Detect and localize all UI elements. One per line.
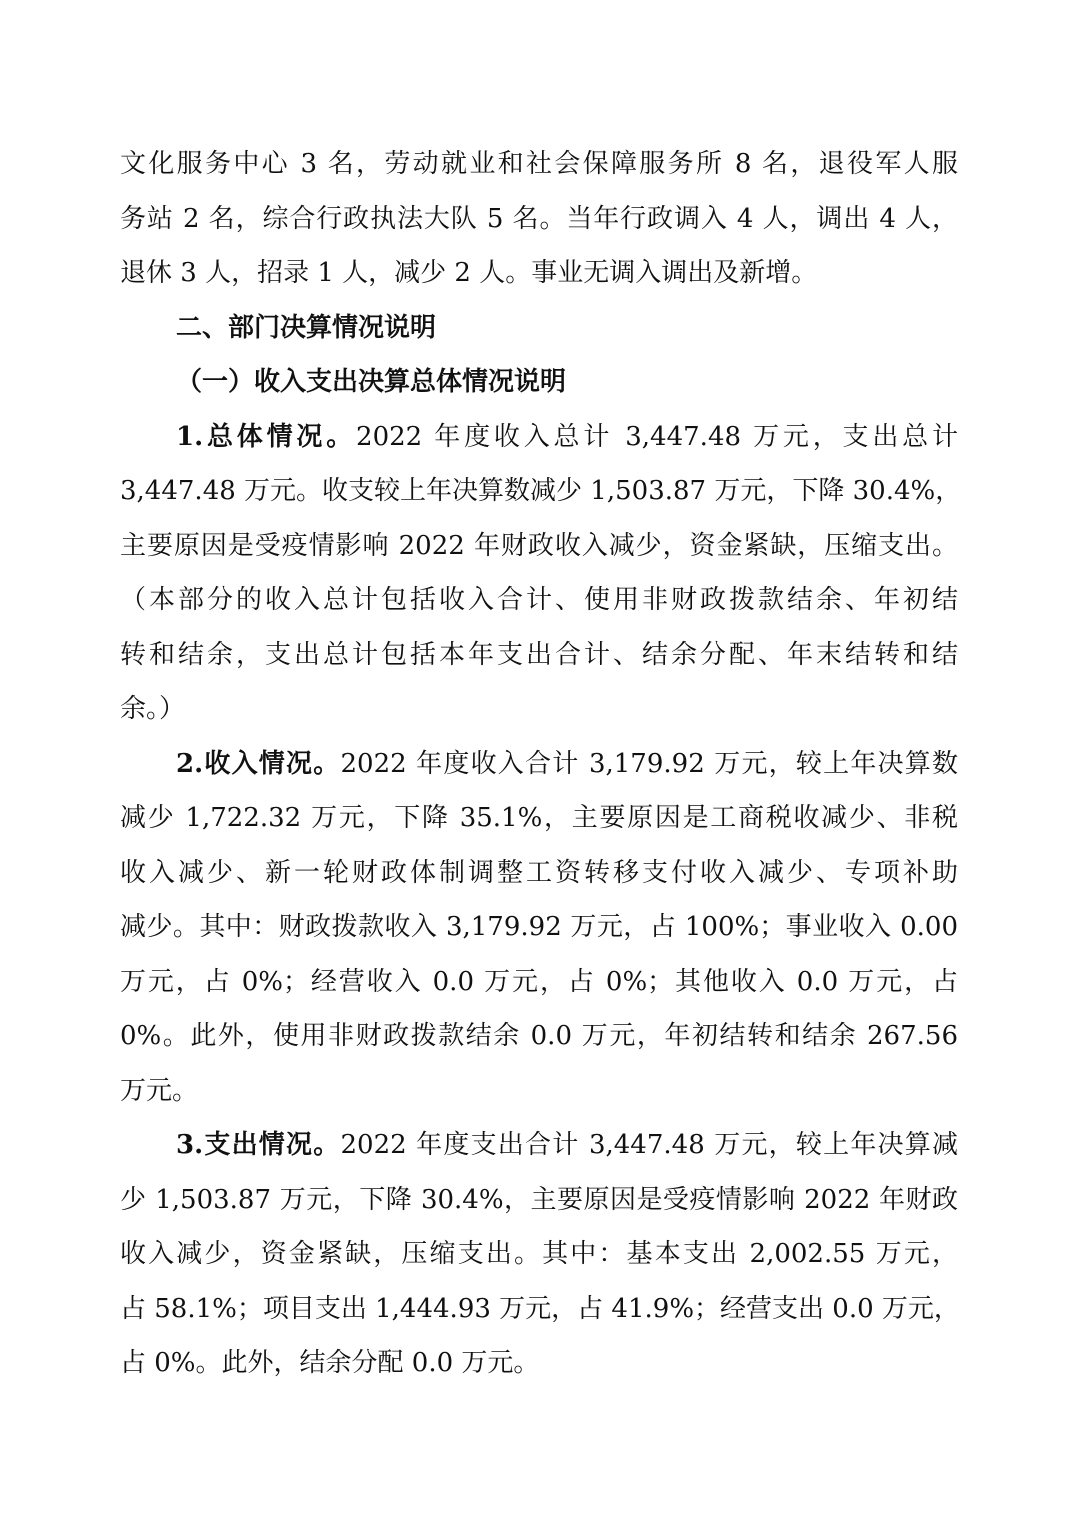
overall-line-3: 主要原因是受疫情影响 2022 年财政收入减少，资金紧缺，压缩支出。 [120,530,958,561]
income-line-5: 万元，占 0%；经营收入 0.0 万元，占 0%；其他收入 0.0 万元，占 [120,966,958,997]
overall-lead: 1.总体情况。 [176,421,357,452]
income-line-6: 0%。此外，使用非财政拨款结余 0.0 万元，年初结转和结余 267.56 [120,1021,958,1051]
overall-line-5: 转和结余，支出总计包括本年支出合计、结余分配、年末结转和结 [120,639,958,670]
expense-lead: 3.支出情况。 [176,1130,341,1160]
expense-line-5: 占 0%。此外，结余分配 0.0 万元。 [120,1348,540,1378]
income-line-1-text: 2022 年度收入合计 3,179.92 万元，较上年决算数 [340,748,958,779]
intro-line-2: 务站 2 名，综合行政执法大队 5 名。当年行政调入 4 人，调出 4 人， [120,203,958,234]
expense-line-1-text: 2022 年度支出合计 3,447.48 万元，较上年决算减 [340,1130,958,1160]
income-line-4: 减少。其中：财政拨款收入 3,179.92 万元，占 100%；事业收入 0.00 [120,912,958,942]
income-line-7: 万元。 [120,1075,199,1106]
income-line-3: 收入减少、新一轮财政体制调整工资转移支付收入减少、专项补助 [120,857,958,888]
income-line-2: 减少 1,722.32 万元，下降 35.1%，主要原因是工商税收减少、非税 [120,803,958,833]
subsection-heading-2-1: （一）收入支出决算总体情况说明 [176,367,567,397]
overall-line-6: 余。） [120,694,186,724]
section-heading-2: 二、部门决算情况说明 [176,312,437,343]
income-paragraph-line-1 [120,737,958,792]
expense-line-2: 少 1,503.87 万元，下降 30.4%，主要原因是受疫情影响 2022 年财政 [120,1184,958,1215]
expense-paragraph-line-1 [120,1118,958,1173]
income-lead: 2.收入情况。 [176,748,341,779]
expense-line-4: 占 58.1%；项目支出 1,444.93 万元，占 41.9%；经营支出 0.0 万元， [120,1293,960,1324]
expense-line-3: 收入减少，资金紧缺，压缩支出。其中：基本支出 2,002.55 万元， [120,1239,958,1269]
document-body [120,137,962,1391]
intro-line-3: 退休 3 人，招录 1 人，减少 2 人。事业无调入调出及新增。 [120,258,818,288]
overall-line-2: 3,447.48 万元。收支较上年决算数减少 1,503.87 万元，下降 30.4%， [120,476,962,506]
overall-line-4: （本部分的收入总计包括收入合计、使用非财政拨款结余、年初结 [120,585,958,615]
overall-line-1-text: 2022 年度收入总计 3,447.48 万元，支出总计 [356,421,958,452]
intro-line-1: 文化服务中心 3 名，劳动就业和社会保障服务所 8 名，退役军人服 [120,149,958,179]
overall-paragraph-line-1 [120,410,958,465]
